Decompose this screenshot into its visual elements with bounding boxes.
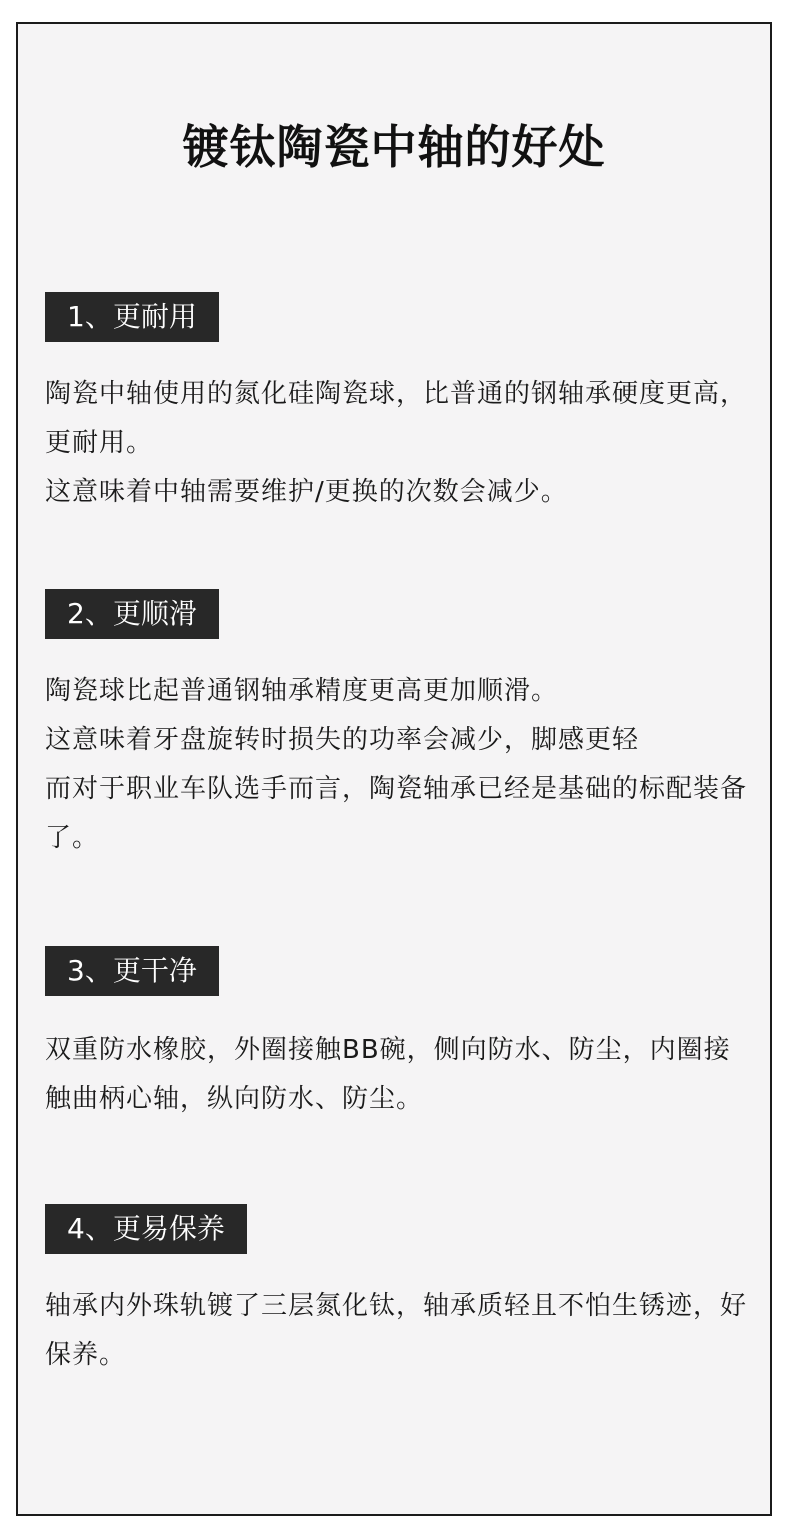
section-heading-smooth: 2、更顺滑 [45, 589, 219, 639]
paragraph-line: 这意味着中轴需要维护/更换的次数会减少。 [45, 477, 568, 507]
paragraph-line: 双重防水橡胶，外圈接触BB碗，侧向防水、防尘，内圈接触曲柄心轴，纵向防水、防尘。 [45, 1035, 731, 1114]
section-text-clean [45, 1026, 751, 1124]
section-text-smooth [45, 667, 751, 863]
section-text-maintenance [45, 1282, 751, 1380]
section-text-durable [45, 370, 751, 517]
section-heading-clean: 3、更干净 [45, 946, 219, 996]
section-heading-durable: 1、更耐用 [45, 292, 219, 342]
paragraph-line: 这意味着牙盘旋转时损失的功率会减少，脚感更轻 [45, 725, 640, 755]
paragraph-line: 陶瓷中轴使用的氮化硅陶瓷球，比普通的钢轴承硬度更高，更耐用。 [45, 379, 748, 458]
article-card [16, 22, 772, 1516]
paragraph-line: 轴承内外珠轨镀了三层氮化钛，轴承质轻且不怕生锈迹，好保养。 [45, 1291, 748, 1370]
page-title: 镀钛陶瓷中轴的好处 [182, 120, 606, 174]
paragraph-line: 陶瓷球比起普通钢轴承精度更高更加顺滑。 [45, 676, 559, 706]
section-heading-maintenance: 4、更易保养 [45, 1204, 247, 1254]
paragraph-line: 而对于职业车队选手而言，陶瓷轴承已经是基础的标配装备了。 [45, 774, 748, 853]
